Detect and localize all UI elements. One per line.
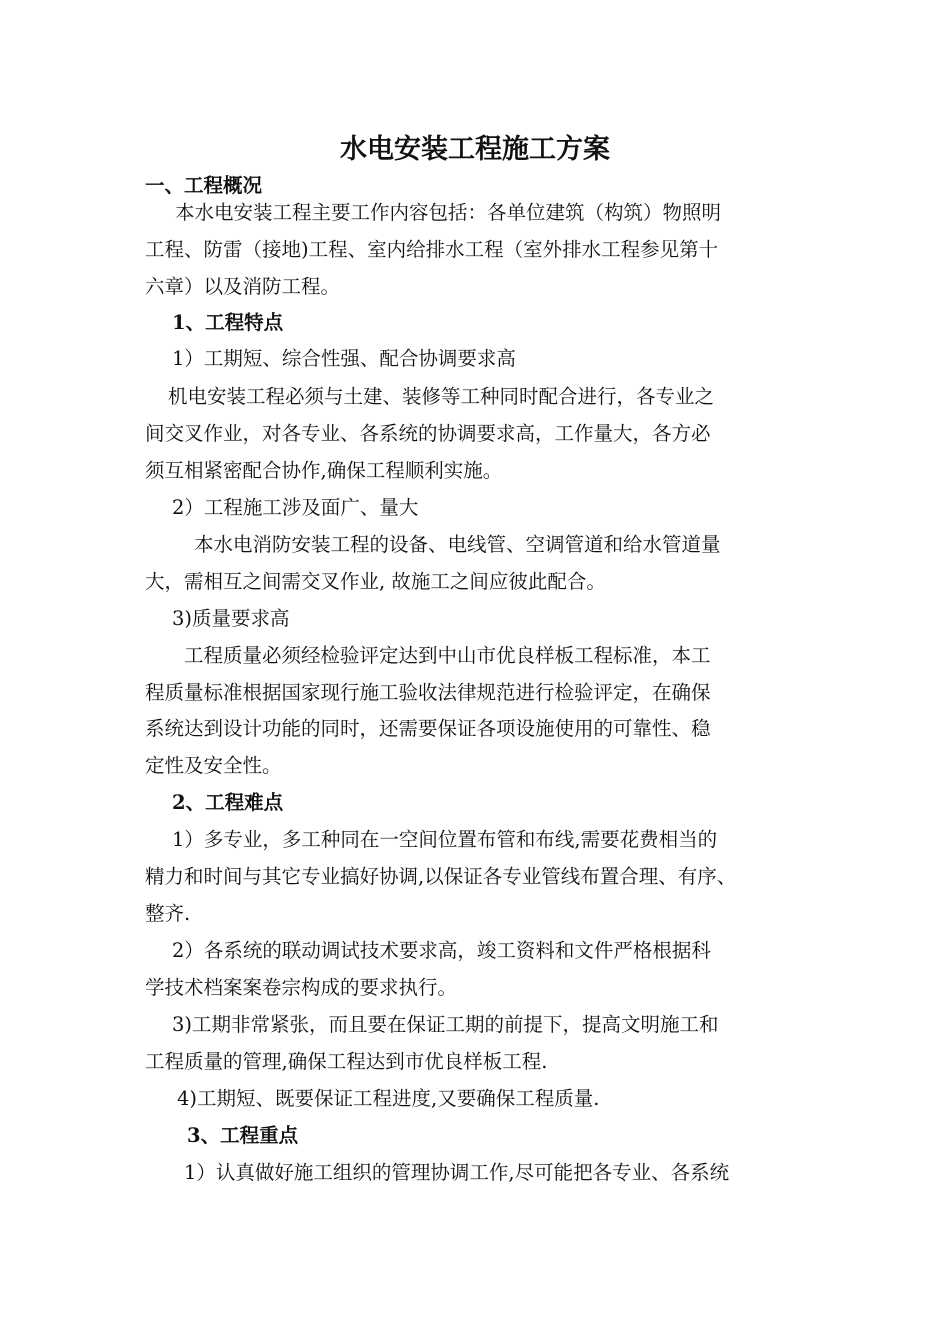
paragraph-line: 1）认真做好施工组织的管理协调工作,尽可能把各专业、各系统 [184,1161,730,1184]
paragraph-line: 间交叉作业，对各专业、各系统的协调要求高，工作量大，各方必 [145,422,711,445]
subsection-heading-key-points: 3、工程重点 [187,1124,299,1147]
paragraph-line: 工程质量必须经检验评定达到中山市优良样板工程标准，本工 [184,644,711,667]
paragraph-line: 2）各系统的联动调试技术要求高，竣工资料和文件严格根据科 [172,939,711,962]
list-item-heading: 1）工期短、综合性强、配合协调要求高 [172,347,516,370]
list-item-heading: 3)质量要求高 [172,607,290,630]
paragraph-line: 程质量标准根据国家现行施工验收法律规范进行检验评定，在确保 [145,681,711,704]
paragraph-line: 1）多专业，多工种同在一空间位置布管和布线,需要花费相当的 [172,828,718,851]
paragraph-line: 3)工期非常紧张，而且要在保证工期的前提下，提高文明施工和 [172,1013,719,1036]
paragraph-line: 定性及安全性。 [145,754,282,777]
paragraph-line: 系统达到设计功能的同时，还需要保证各项设施使用的可靠性、稳 [145,717,711,740]
paragraph-line: 本水电消防安装工程的设备、电线管、空调管道和给水管道量 [194,533,721,556]
paragraph-line: 须互相紧密配合协作,确保工程顺利实施。 [145,459,503,482]
subsection-heading-features: 1、工程特点 [172,311,284,334]
list-item-heading: 2）工程施工涉及面广、量大 [172,496,419,519]
paragraph-line: 大，需相互之间需交叉作业, 故施工之间应彼此配合。 [145,570,606,593]
subsection-heading-difficulties: 2、工程难点 [172,791,284,814]
paragraph-line: 学技术档案案卷宗构成的要求执行。 [145,976,458,999]
paragraph-line: 4)工期短、既要保证工程进度,又要确保工程质量. [177,1087,600,1110]
paragraph-line: 六章）以及消防工程。 [145,275,341,298]
paragraph-line: 工程质量的管理,确保工程达到市优良样板工程. [145,1050,548,1073]
paragraph-line: 机电安装工程必须与土建、装修等工种同时配合进行，各专业之 [168,385,715,408]
document-title: 水电安装工程施工方案 [340,134,610,165]
paragraph-line: 本水电安装工程主要工作内容包括：各单位建筑（构筑）物照明 [175,201,722,224]
section-heading-overview: 一、工程概况 [145,174,263,197]
paragraph-line: 整齐. [145,902,191,925]
paragraph-line: 精力和时间与其它专业搞好协调,以保证各专业管线布置合理、有序、 [145,865,737,888]
paragraph-line: 工程、防雷（接地)工程、室内给排水工程（室外排水工程参见第十 [145,238,719,261]
